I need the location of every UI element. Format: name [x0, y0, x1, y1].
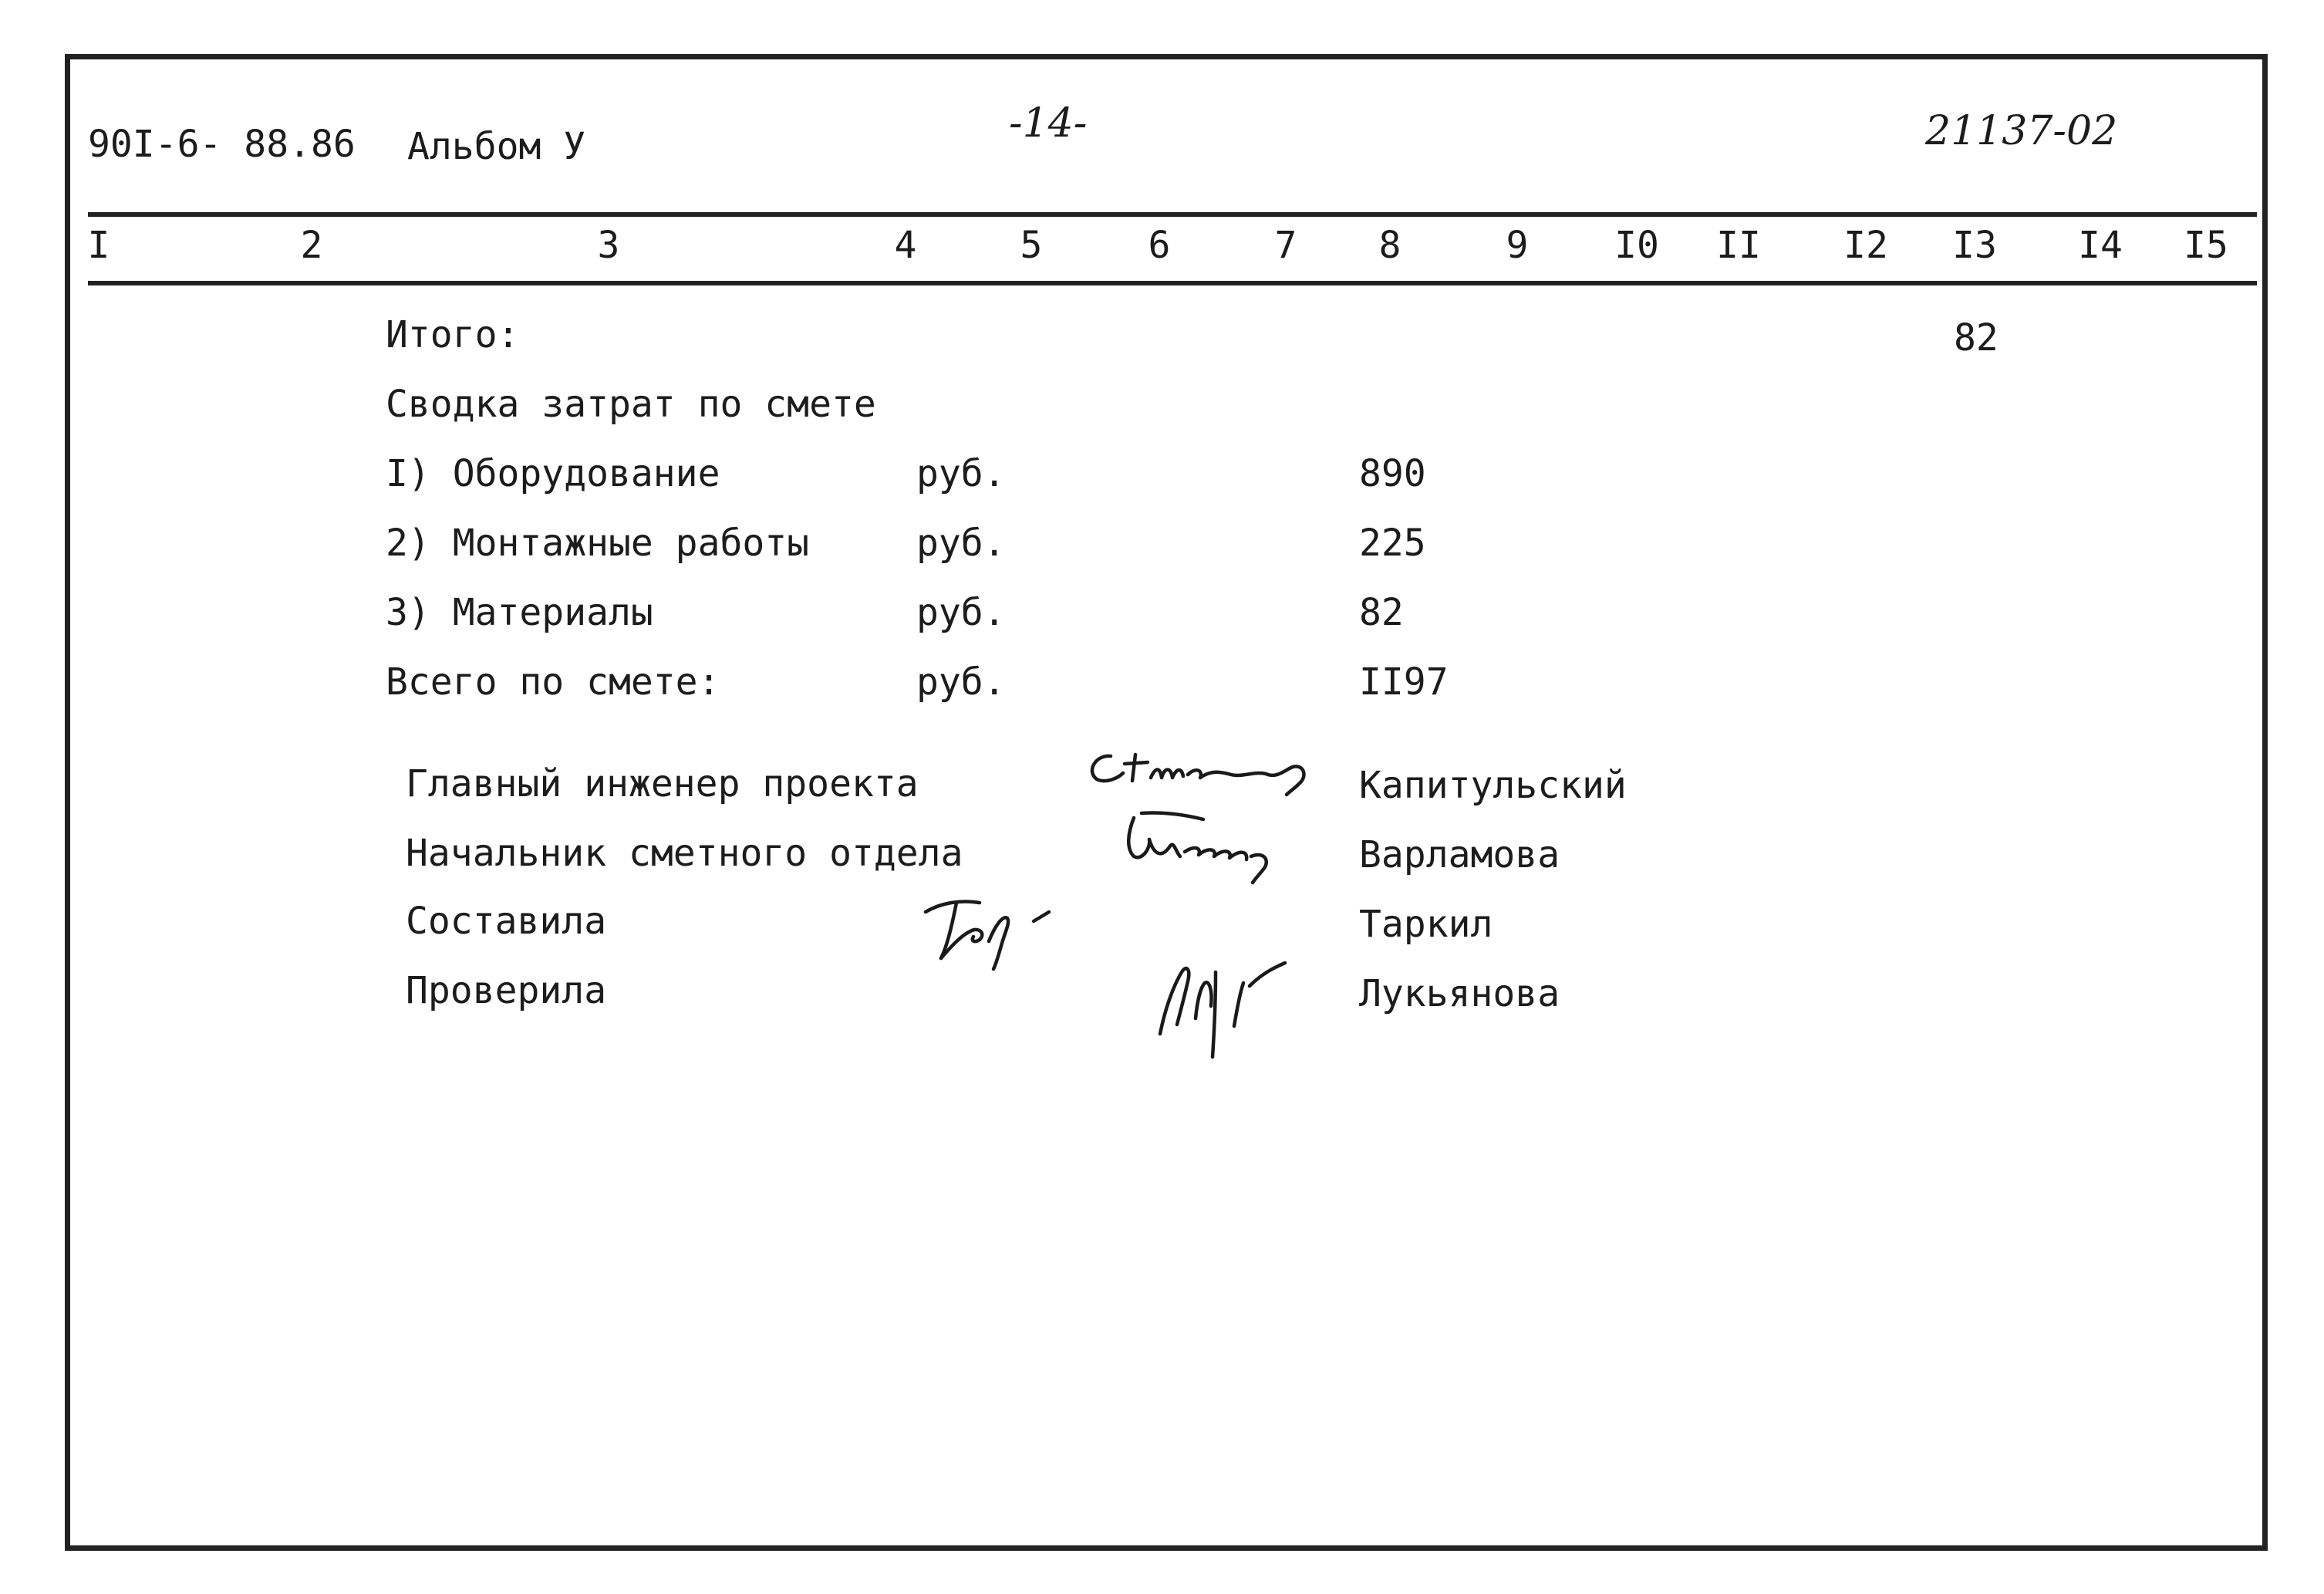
column-number: 4: [894, 224, 917, 267]
column-number: 6: [1148, 224, 1171, 267]
subtotal-label: Итого:: [386, 313, 520, 356]
signature-compiler: [918, 872, 1095, 972]
album-label: Альбом У: [407, 125, 586, 168]
column-number: I0: [1614, 224, 1659, 267]
page-number: -14-: [1009, 100, 1088, 147]
column-number: II: [1716, 224, 1761, 267]
signatory-role: Проверила: [406, 969, 607, 1012]
signatory-name: Варламова: [1359, 833, 1560, 876]
summary-row-label: 3) Материалы: [386, 591, 653, 634]
column-number: 8: [1378, 224, 1401, 267]
column-number: I2: [1843, 224, 1888, 267]
summary-row-label: I) Оборудование: [386, 452, 720, 495]
column-number: 3: [597, 224, 620, 267]
summary-title: Сводка затрат по смете: [386, 383, 876, 426]
column-number: 9: [1506, 224, 1529, 267]
signatory-role: Начальник сметного отдела: [406, 832, 963, 875]
column-number: 2: [300, 224, 323, 267]
archive-number: 21137-02: [1925, 108, 2118, 154]
column-number: I: [87, 224, 110, 267]
summary-total-value: II97: [1359, 660, 1449, 704]
signature-chief-engineer: [1080, 733, 1327, 810]
summary-row-unit: руб.: [916, 522, 1006, 565]
signature-estimates-head: [1111, 802, 1311, 887]
summary-row-value: 890: [1359, 452, 1426, 495]
signatory-role: Главный инженер проекта: [406, 762, 919, 805]
signatory-role: Составила: [406, 900, 607, 943]
header-rule-top: [88, 212, 2257, 217]
summary-total-unit: руб.: [916, 660, 1006, 704]
column-number: I4: [2078, 224, 2123, 267]
column-number: 7: [1274, 224, 1297, 267]
header-rule-bottom: [88, 281, 2257, 285]
signatory-name: Лукьянова: [1359, 972, 1560, 1015]
summary-row-unit: руб.: [916, 591, 1006, 634]
signatory-name: Таркил: [1359, 903, 1493, 946]
signatory-name: Капитульский: [1359, 764, 1627, 807]
summary-row-value: 82: [1359, 591, 1404, 634]
column-number: I3: [1952, 224, 1997, 267]
summary-total-label: Всего по смете:: [386, 660, 720, 704]
summary-row-value: 225: [1359, 522, 1426, 565]
signature-checker: [1142, 941, 1319, 1065]
column-number: I5: [2184, 224, 2228, 267]
column-number: 5: [1020, 224, 1043, 267]
subtotal-value: 82: [1954, 316, 1999, 360]
doc-number: 90I-6- 88.86: [88, 123, 356, 166]
summary-row-unit: руб.: [916, 452, 1006, 495]
summary-row-label: 2) Монтажные работы: [386, 522, 810, 565]
